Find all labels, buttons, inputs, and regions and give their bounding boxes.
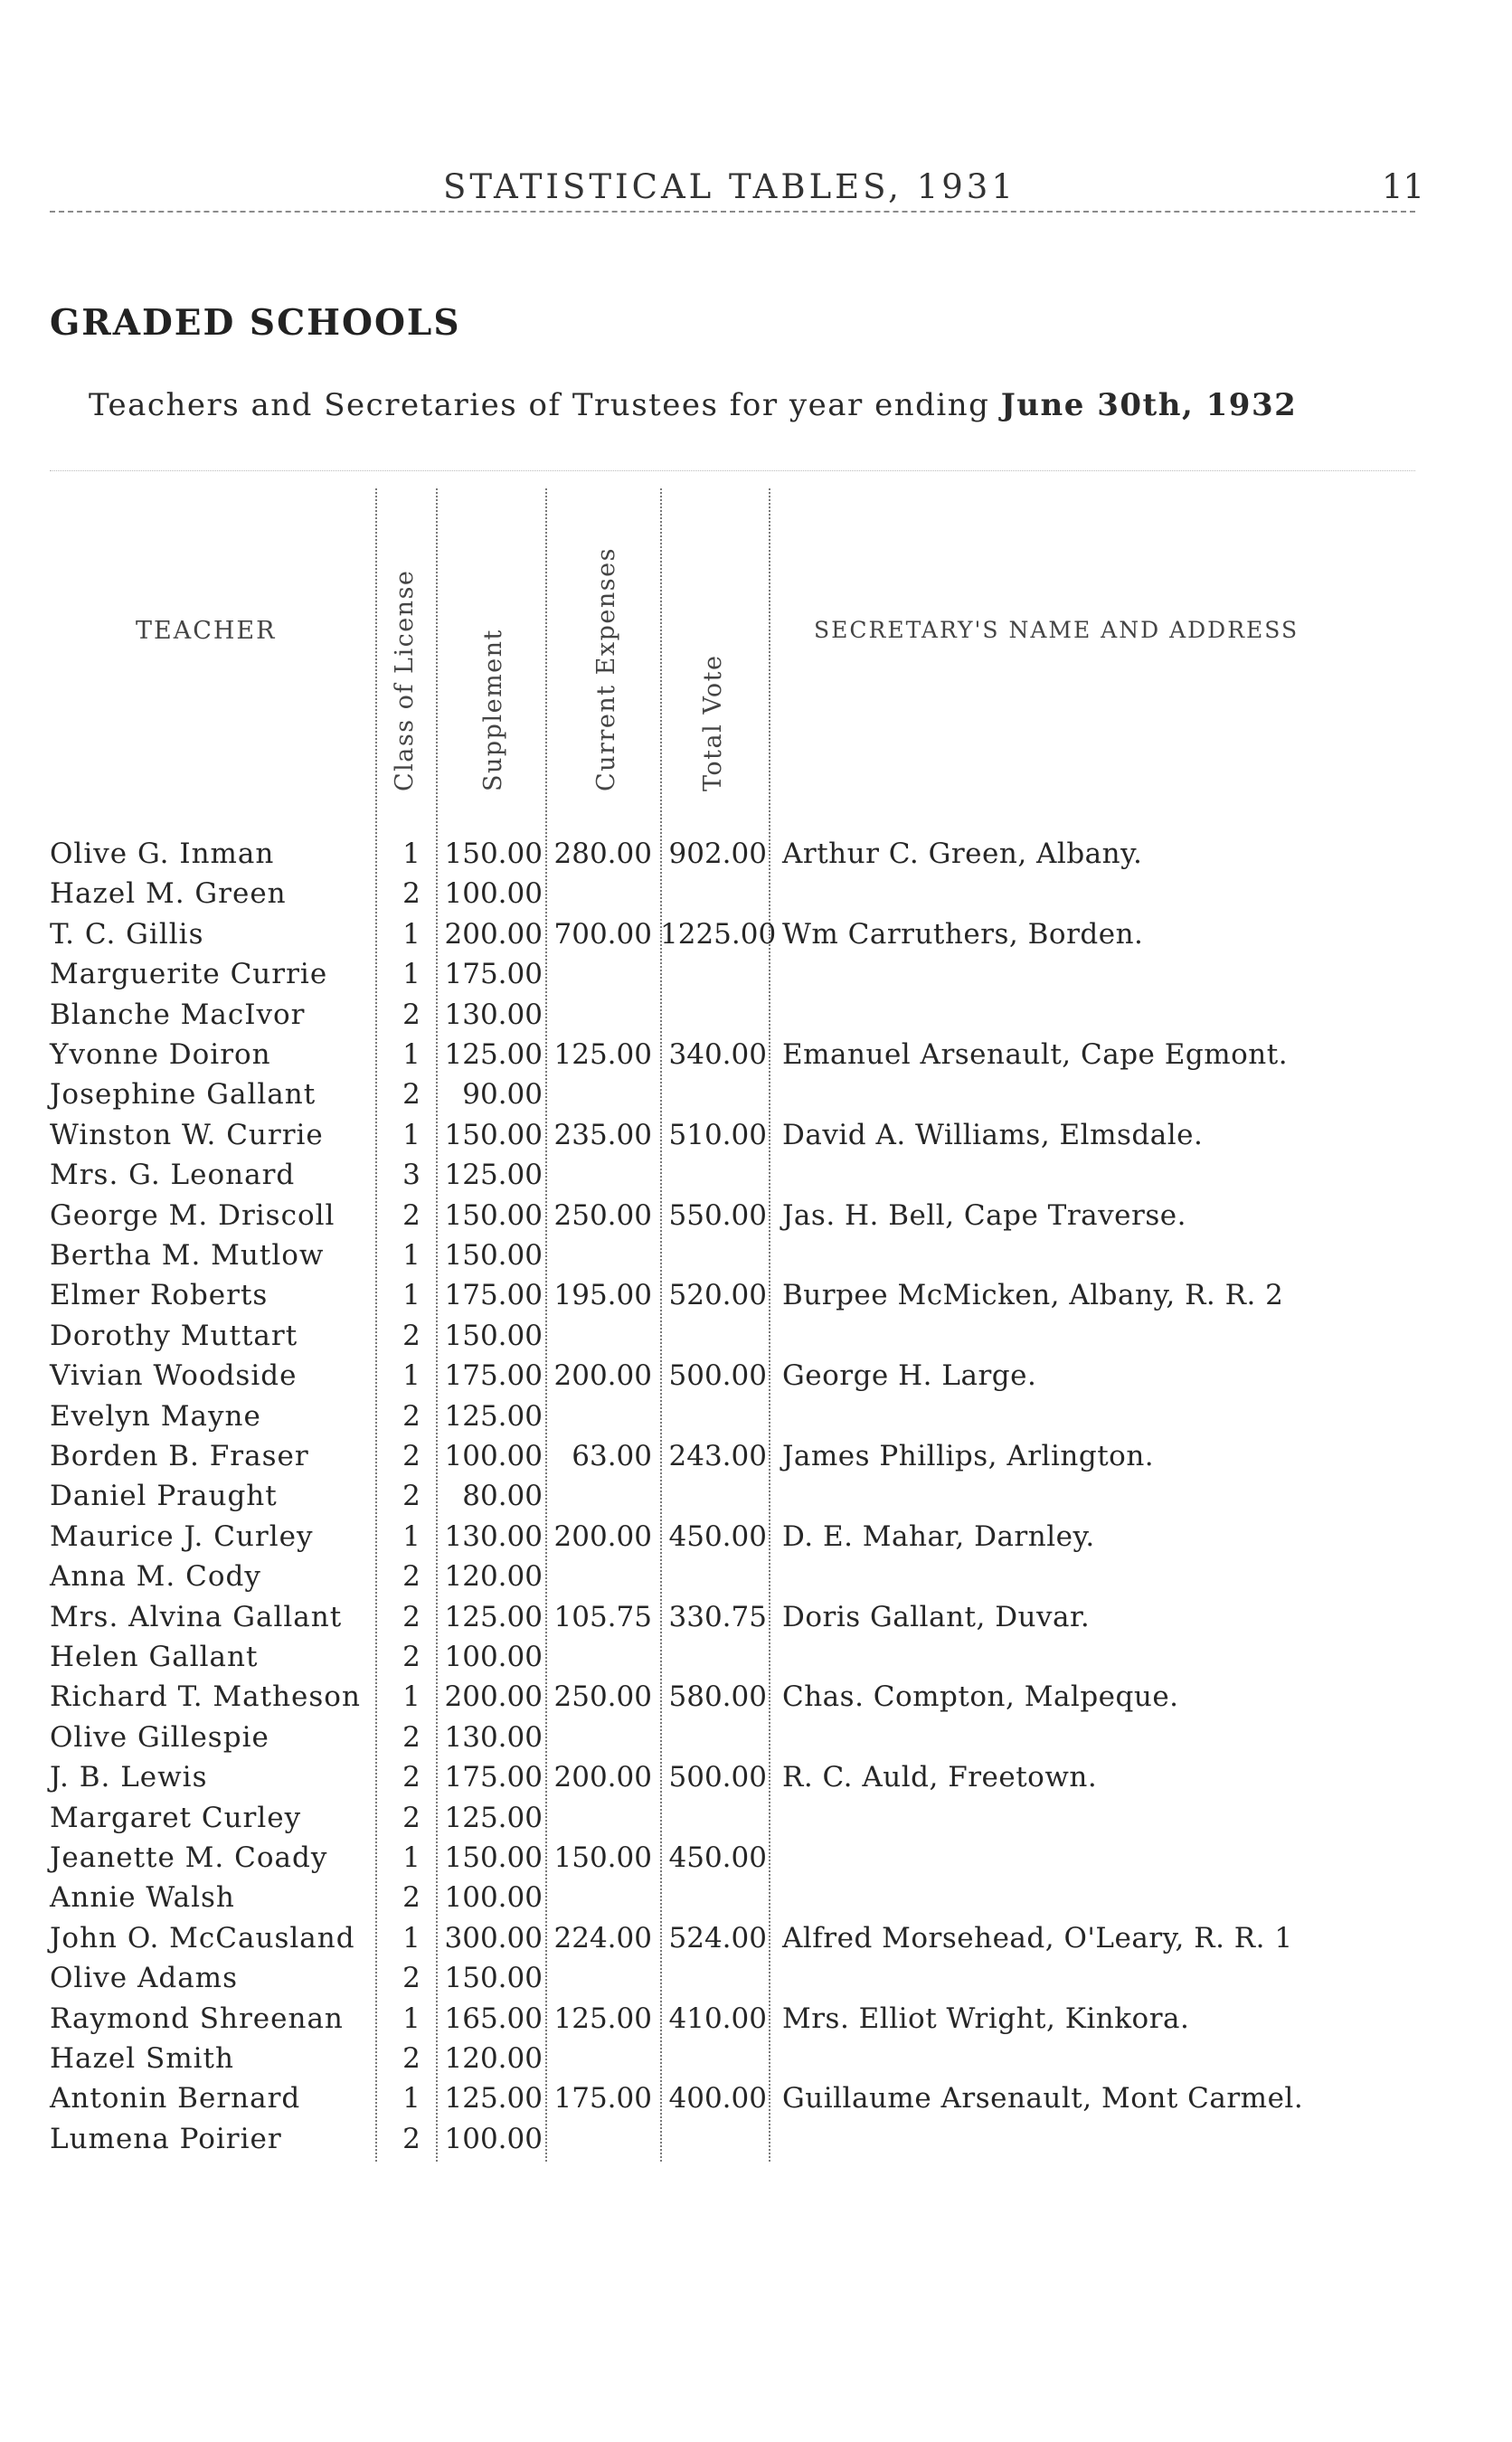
current-expenses-cell <box>545 1879 652 1916</box>
class-cell: 2 <box>402 1319 421 1352</box>
class-cell: 3 <box>402 1159 421 1192</box>
current-expenses-cell: 200.00 <box>553 1359 652 1393</box>
total-vote-cell: 1225.00 <box>660 917 777 951</box>
teacher-cell: Olive Adams <box>50 1962 238 1995</box>
teacher-cell: Marguerite Currie <box>50 958 328 991</box>
supplement-cell: 175.00 <box>444 958 543 991</box>
subtitle-date: June 30th, 1932 <box>1000 387 1298 423</box>
total-vote-cell <box>660 997 767 1033</box>
supplement-cell: 175.00 <box>444 1279 543 1312</box>
teacher-cell: Dorothy Muttart <box>50 1319 298 1352</box>
total-vote-cell: 550.00 <box>668 1198 767 1232</box>
supplement-cell: 300.00 <box>444 1921 543 1955</box>
column-header-current-expenses: Current Expenses <box>592 547 620 791</box>
supplement-cell: 100.00 <box>444 1440 543 1472</box>
teacher-cell: Yvonne Doiron <box>50 1038 271 1071</box>
teacher-cell: J. B. Lewis <box>50 1761 208 1794</box>
total-vote-cell: 243.00 <box>668 1440 767 1472</box>
total-vote-cell: 580.00 <box>668 1680 767 1714</box>
total-vote-cell <box>660 1478 767 1514</box>
secretary-cell: David A. Williams, Elmsdale. <box>782 1118 1204 1151</box>
class-cell: 1 <box>402 1841 421 1874</box>
supplement-cell: 150.00 <box>444 1198 543 1232</box>
supplement-cell: 200.00 <box>444 917 543 951</box>
supplement-cell: 100.00 <box>444 1881 543 1915</box>
secretary-cell <box>782 876 1415 912</box>
current-expenses-cell <box>545 1398 652 1434</box>
secretary-cell <box>782 1719 1415 1756</box>
class-cell: 1 <box>402 917 421 951</box>
teacher-cell: Lumena Poirier <box>50 2122 282 2155</box>
teacher-cell: Hazel Smith <box>50 2042 234 2075</box>
supplement-cell: 100.00 <box>444 2122 543 2155</box>
current-expenses-cell: 125.00 <box>553 2002 652 2035</box>
class-cell: 2 <box>402 1480 421 1513</box>
teacher-cell: Jeanette M. Coady <box>50 1841 328 1874</box>
total-vote-cell <box>660 1237 767 1273</box>
teacher-cell: Vivian Woodside <box>50 1359 298 1393</box>
secretary-cell: Jas. H. Bell, Cape Traverse. <box>782 1198 1186 1232</box>
total-vote-cell: 524.00 <box>668 1921 767 1955</box>
supplement-cell: 120.00 <box>444 2042 543 2075</box>
class-cell: 2 <box>402 1641 421 1673</box>
current-expenses-cell: 700.00 <box>553 917 652 951</box>
teacher-cell: Josephine Gallant <box>50 1078 317 1112</box>
class-cell: 2 <box>402 1440 421 1472</box>
total-vote-cell <box>660 1558 767 1595</box>
page-number: 11 <box>1382 167 1425 206</box>
column-header-supplement: Supplement <box>479 629 507 791</box>
class-cell: 1 <box>402 1680 421 1714</box>
total-vote-cell: 520.00 <box>668 1279 767 1312</box>
class-cell: 1 <box>402 1921 421 1955</box>
class-cell: 2 <box>402 2042 421 2075</box>
total-vote-cell <box>660 876 767 912</box>
class-cell: 2 <box>402 1399 421 1433</box>
secretary-cell <box>782 2121 1415 2157</box>
class-cell: 1 <box>402 1118 421 1151</box>
section-title: GRADED SCHOOLS <box>50 302 461 344</box>
current-expenses-cell <box>545 1639 652 1675</box>
teacher-cell: George M. Driscoll <box>50 1198 335 1232</box>
column-header-total-vote: Total Vote <box>699 654 727 791</box>
current-expenses-cell <box>545 1719 652 1756</box>
total-vote-cell <box>660 1318 767 1354</box>
class-cell: 2 <box>402 1962 421 1995</box>
secretary-cell: D. E. Mahar, Darnley. <box>782 1519 1095 1553</box>
total-vote-cell <box>660 1879 767 1916</box>
teacher-cell: Margaret Curley <box>50 1801 302 1834</box>
total-vote-cell <box>660 1800 767 1836</box>
total-vote-cell <box>660 1076 767 1112</box>
teacher-cell: Elmer Roberts <box>50 1279 269 1312</box>
class-cell: 1 <box>402 2002 421 2035</box>
current-expenses-cell: 235.00 <box>553 1118 652 1151</box>
supplement-cell: 125.00 <box>444 1801 543 1834</box>
supplement-cell: 150.00 <box>444 1319 543 1352</box>
class-cell: 2 <box>402 2122 421 2155</box>
column-divider <box>375 488 377 2162</box>
total-vote-cell <box>660 2121 767 2157</box>
class-cell: 1 <box>402 1038 421 1071</box>
class-cell: 2 <box>402 1600 421 1633</box>
current-expenses-cell: 200.00 <box>553 1761 652 1794</box>
teacher-cell: Olive G. Inman <box>50 838 275 870</box>
current-expenses-cell <box>545 1076 652 1112</box>
supplement-cell: 100.00 <box>444 877 543 911</box>
teacher-cell: Helen Gallant <box>50 1641 259 1673</box>
secretary-cell <box>782 997 1415 1033</box>
class-cell: 1 <box>402 2082 421 2115</box>
supplement-cell: 130.00 <box>444 998 543 1031</box>
secretary-cell: Guillaume Arsenault, Mont Carmel. <box>782 2082 1304 2115</box>
teacher-cell: Bertha M. Mutlow <box>50 1239 325 1272</box>
class-cell: 1 <box>402 838 421 870</box>
subtitle-prefix: Teachers and Secretaries of Trustees for year ending <box>89 387 1001 423</box>
total-vote-cell: 410.00 <box>668 2002 767 2035</box>
current-expenses-cell: 195.00 <box>553 1279 652 1312</box>
current-expenses-cell <box>545 876 652 912</box>
teacher-cell: Richard T. Matheson <box>50 1680 361 1714</box>
current-expenses-cell <box>545 1800 652 1836</box>
secretary-cell <box>782 1398 1415 1434</box>
supplement-cell: 150.00 <box>444 1962 543 1995</box>
teacher-cell: Hazel M. Green <box>50 877 287 911</box>
total-vote-cell: 400.00 <box>668 2082 767 2115</box>
supplement-cell: 100.00 <box>444 1641 543 1673</box>
class-cell: 1 <box>402 1359 421 1393</box>
supplement-cell: 90.00 <box>462 1078 543 1112</box>
total-vote-cell: 500.00 <box>668 1761 767 1794</box>
secretary-cell: Arthur C. Green, Albany. <box>782 838 1143 870</box>
total-vote-cell <box>660 1639 767 1675</box>
column-header-teacher: TEACHER <box>136 617 277 645</box>
secretary-cell <box>782 1478 1415 1514</box>
supplement-cell: 175.00 <box>444 1761 543 1794</box>
secretary-cell <box>782 1157 1415 1193</box>
supplement-cell: 120.00 <box>444 1560 543 1594</box>
secretary-cell: Burpee McMicken, Albany, R. R. 2 <box>782 1279 1284 1312</box>
supplement-cell: 175.00 <box>444 1359 543 1393</box>
current-expenses-cell <box>545 2121 652 2157</box>
supplement-cell: 150.00 <box>444 1239 543 1272</box>
secretary-cell <box>782 956 1415 992</box>
total-vote-cell <box>660 1157 767 1193</box>
supplement-cell: 125.00 <box>444 1038 543 1071</box>
teacher-cell: Anna M. Cody <box>50 1560 261 1594</box>
column-divider <box>769 488 770 2162</box>
current-expenses-cell: 105.75 <box>553 1600 652 1633</box>
current-expenses-cell: 175.00 <box>553 2082 652 2115</box>
total-vote-cell <box>660 1398 767 1434</box>
teacher-cell: Mrs. G. Leonard <box>50 1159 296 1192</box>
supplement-cell: 150.00 <box>444 1841 543 1874</box>
secretary-cell: Chas. Compton, Malpeque. <box>782 1680 1179 1714</box>
class-cell: 2 <box>402 1761 421 1794</box>
total-vote-cell <box>660 1719 767 1756</box>
header-rule <box>50 211 1415 213</box>
class-cell: 1 <box>402 1279 421 1312</box>
current-expenses-cell <box>545 997 652 1033</box>
current-expenses-cell <box>545 2040 652 2077</box>
class-cell: 2 <box>402 1720 421 1754</box>
supplement-cell: 150.00 <box>444 1118 543 1151</box>
table-top-rule <box>50 470 1415 471</box>
secretary-cell <box>782 1558 1415 1595</box>
class-cell: 1 <box>402 1519 421 1553</box>
total-vote-cell: 500.00 <box>668 1359 767 1393</box>
supplement-cell: 165.00 <box>444 2002 543 2035</box>
total-vote-cell <box>660 1960 767 1996</box>
supplement-cell: 125.00 <box>444 1600 543 1633</box>
secretary-cell: Doris Gallant, Duvar. <box>782 1600 1091 1633</box>
secretary-cell <box>782 1318 1415 1354</box>
teacher-cell: Blanche MacIvor <box>50 998 306 1031</box>
secretary-cell: George H. Large. <box>782 1359 1037 1393</box>
supplement-cell: 150.00 <box>444 838 543 870</box>
teacher-cell: Raymond Shreenan <box>50 2002 344 2035</box>
current-expenses-cell <box>545 1960 652 1996</box>
total-vote-cell: 510.00 <box>668 1118 767 1151</box>
secretary-cell: Alfred Morsehead, O'Leary, R. R. 1 <box>782 1921 1293 1955</box>
subtitle <box>89 387 1297 423</box>
column-header-class-of-license: Class of License <box>391 569 419 791</box>
current-expenses-cell: 224.00 <box>553 1921 652 1955</box>
teacher-cell: Evelyn Mayne <box>50 1399 261 1433</box>
total-vote-cell: 450.00 <box>668 1841 767 1874</box>
supplement-cell: 125.00 <box>444 1159 543 1192</box>
class-cell: 1 <box>402 958 421 991</box>
supplement-cell: 125.00 <box>444 1399 543 1433</box>
total-vote-cell: 450.00 <box>668 1519 767 1553</box>
class-cell: 2 <box>402 998 421 1031</box>
teacher-cell: Olive Gillespie <box>50 1720 269 1754</box>
teacher-cell: John O. McCausland <box>50 1921 355 1955</box>
current-expenses-cell <box>545 1237 652 1273</box>
secretary-cell <box>782 1076 1415 1112</box>
teacher-cell: Annie Walsh <box>50 1881 235 1915</box>
current-expenses-cell <box>545 1157 652 1193</box>
current-expenses-cell: 280.00 <box>553 838 652 870</box>
secretary-cell: Emanuel Arsenault, Cape Egmont. <box>782 1038 1289 1071</box>
secretary-cell: Mrs. Elliot Wright, Kinkora. <box>782 2002 1190 2035</box>
secretary-cell: Wm Carruthers, Borden. <box>782 917 1144 951</box>
total-vote-cell: 330.75 <box>668 1600 767 1633</box>
secretary-cell <box>782 1237 1415 1273</box>
secretary-cell: James Phillips, Arlington. <box>782 1440 1155 1472</box>
current-expenses-cell <box>545 956 652 992</box>
secretary-cell <box>782 1960 1415 1996</box>
teacher-cell: Borden B. Fraser <box>50 1440 309 1472</box>
current-expenses-cell: 250.00 <box>553 1198 652 1232</box>
current-expenses-cell: 250.00 <box>553 1680 652 1714</box>
supplement-cell: 200.00 <box>444 1680 543 1714</box>
class-cell: 2 <box>402 1078 421 1112</box>
total-vote-cell: 902.00 <box>668 838 767 870</box>
running-title: STATISTICAL TABLES, 1931 <box>443 167 1016 206</box>
teacher-cell: Antonin Bernard <box>50 2082 301 2115</box>
class-cell: 2 <box>402 1881 421 1915</box>
secretary-cell <box>782 1639 1415 1675</box>
secretary-cell <box>782 1840 1415 1876</box>
current-expenses-cell: 150.00 <box>553 1841 652 1874</box>
supplement-cell: 125.00 <box>444 2082 543 2115</box>
supplement-cell: 130.00 <box>444 1720 543 1754</box>
teacher-cell: Winston W. Currie <box>50 1118 324 1151</box>
secretary-cell <box>782 1800 1415 1836</box>
class-cell: 2 <box>402 1198 421 1232</box>
current-expenses-cell: 125.00 <box>553 1038 652 1071</box>
class-cell: 2 <box>402 1801 421 1834</box>
secretary-cell <box>782 2040 1415 2077</box>
running-header <box>0 167 1512 213</box>
supplement-cell: 80.00 <box>462 1480 543 1513</box>
supplement-cell: 130.00 <box>444 1519 543 1553</box>
total-vote-cell <box>660 956 767 992</box>
current-expenses-cell <box>545 1558 652 1595</box>
current-expenses-cell <box>545 1478 652 1514</box>
column-header-secretary: SECRETARY'S NAME AND ADDRESS <box>814 617 1299 643</box>
current-expenses-cell: 200.00 <box>553 1519 652 1553</box>
total-vote-cell: 340.00 <box>668 1038 767 1071</box>
secretary-cell <box>782 1879 1415 1916</box>
teacher-cell: Daniel Praught <box>50 1480 278 1513</box>
class-cell: 2 <box>402 877 421 911</box>
total-vote-cell <box>660 2040 767 2077</box>
teacher-cell: Mrs. Alvina Gallant <box>50 1600 343 1633</box>
class-cell: 1 <box>402 1239 421 1272</box>
current-expenses-cell: 63.00 <box>572 1440 652 1472</box>
secretary-cell: R. C. Auld, Freetown. <box>782 1761 1098 1794</box>
class-cell: 2 <box>402 1560 421 1594</box>
current-expenses-cell <box>545 1318 652 1354</box>
teacher-cell: T. C. Gillis <box>50 917 204 951</box>
teacher-cell: Maurice J. Curley <box>50 1519 314 1553</box>
